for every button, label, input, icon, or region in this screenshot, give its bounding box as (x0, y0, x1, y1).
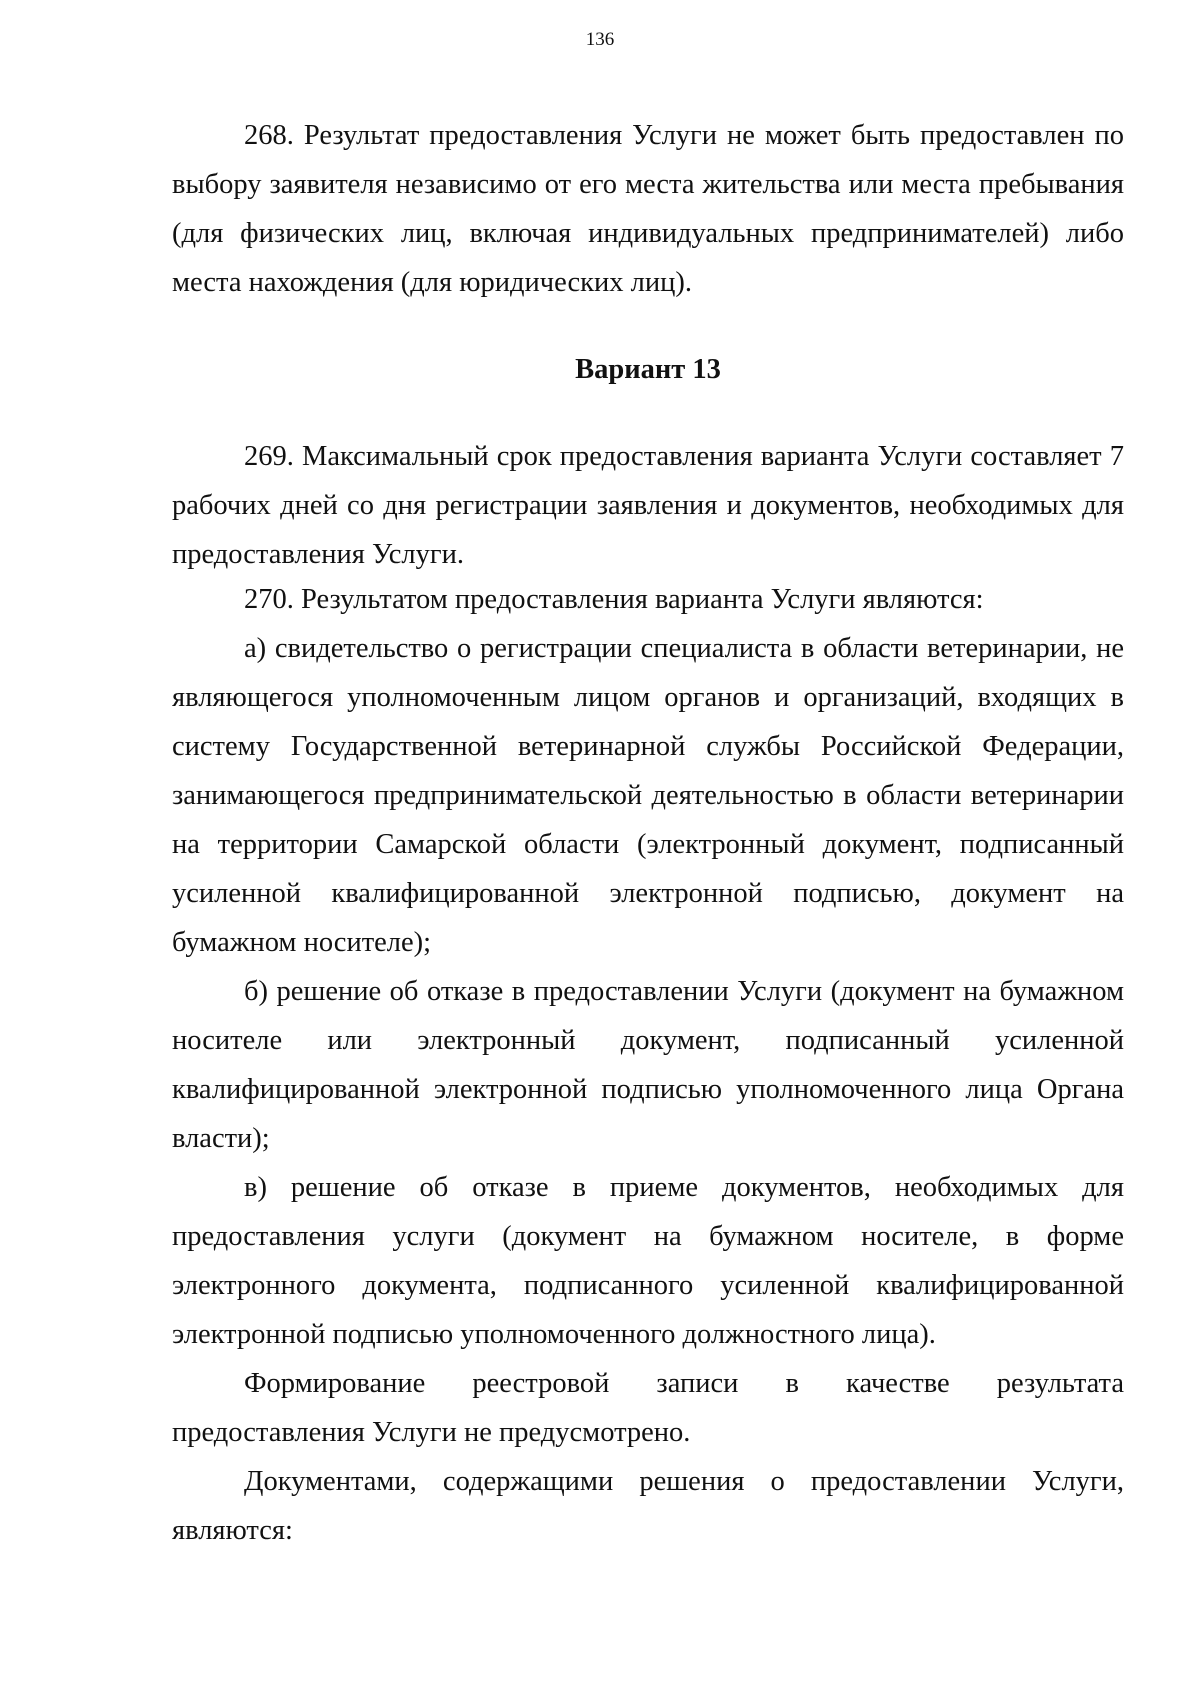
paragraph-268: 268. Результат предоставления Услуги не может быть предоставлен по выбору заявителя независимо от его места жительства или места пребывания (для физических лиц, включая индивидуальных предпринимателей) либо места нахождения (для юридических лиц). (172, 120, 1124, 298)
list-item-b: б) решение об отказе в предоставлении Услуги (документ на бумажном носителе или электронный документ, подписанный усиленной квалифицированной электронной подписью уполномоченного лица Органа власти); (172, 976, 1124, 1154)
page-number: 136 (585, 29, 615, 50)
document-body (172, 111, 1124, 1555)
list-item-c: в) решение об отказе в приеме документов, необходимых для предоставления услуги (документ на бумажном носителе, в форме электронного документа, подписанного усиленной квалифицированной электронной подписью уполномоченного должностного лица). (172, 1172, 1124, 1350)
paragraph-270: 270. Результатом предоставления варианта Услуги являются: (244, 584, 984, 615)
section-heading: Вариант 13 (575, 354, 721, 385)
paragraph-registry: Формирование реестровой записи в качестве результата предоставления Услуги не предусмотрено. (172, 1368, 1124, 1448)
paragraph-269: 269. Максимальный срок предоставления варианта Услуги составляет 7 рабочих дней со дня регистрации заявления и документов, необходимых для предоставления Услуги. (172, 441, 1124, 570)
list-item-a: а) свидетельство о регистрации специалиста в области ветеринарии, не являющегося уполномоченным лицом органов и организаций, входящих в систему Государственной ветеринарной службы Российской Федерации, занимающегося предпринимательской деятельностью в области ветеринарии на территории Самарской области (электронный документ, подписанный усиленной квалифицированной электронной подписью, документ на бумажном носителе); (172, 633, 1124, 958)
paragraph-documents: Документами, содержащими решения о предоставлении Услуги, являются: (172, 1466, 1124, 1546)
